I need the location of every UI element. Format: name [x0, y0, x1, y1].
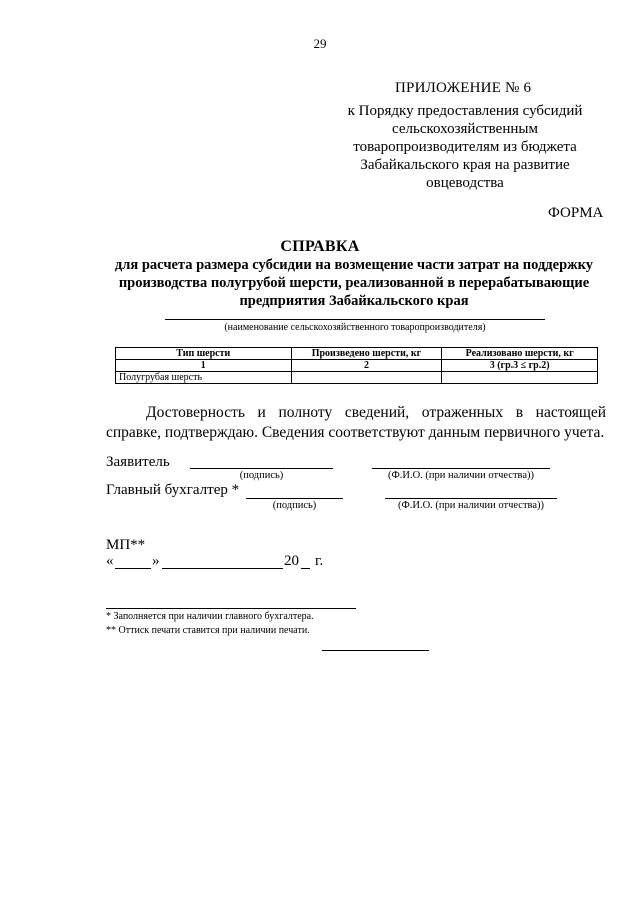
- date-open-quote: «: [106, 553, 114, 569]
- stamp-label: МП**: [106, 537, 146, 553]
- applicant-name-line[interactable]: [372, 468, 550, 469]
- producer-caption: (наименование сельскохозяйственного товаропроизводителя): [224, 322, 486, 333]
- cell-produced[interactable]: [291, 372, 442, 384]
- table-number-row: [116, 360, 598, 372]
- applicant-signature-caption: (подпись): [239, 470, 284, 481]
- page-number: 29: [313, 36, 327, 51]
- column-number-1: 1: [116, 360, 292, 372]
- table-header-row: [116, 348, 598, 360]
- year-suffix: г.: [315, 553, 324, 569]
- year-prefix: 20: [284, 553, 299, 569]
- cell-sold[interactable]: [442, 372, 598, 384]
- accountant-label: Главный бухгалтер *: [106, 482, 240, 498]
- certification-text: Достоверность и полноту сведений, отраженных в настоящей справке, подтверждаю. Сведения соответствуют данным первичного учета.: [106, 404, 606, 441]
- producer-name-line[interactable]: [165, 319, 545, 320]
- table-row: [116, 372, 598, 384]
- date-month-line[interactable]: [162, 568, 283, 569]
- footnote-2: ** Оттиск печати ставится при наличии печати.: [106, 625, 310, 636]
- date-day-line[interactable]: [115, 568, 151, 569]
- footnote-separator: [106, 608, 356, 609]
- header-produced: Произведено шерсти, кг: [291, 348, 442, 360]
- applicant-name-caption: (Ф.И.О. (при наличии отчества)): [387, 470, 535, 481]
- header-sold: Реализовано шерсти, кг: [442, 348, 598, 360]
- date-year-line[interactable]: [301, 568, 310, 569]
- applicant-signature-line[interactable]: [190, 468, 333, 469]
- appendix-text: к Порядку предоставления субсидий сельскохозяйственным товаропроизводителям из бюджета Забайкальского края на развитие овцеводства: [347, 103, 583, 191]
- document-subtitle: для расчета размера субсидии на возмещение части затрат на поддержку производства полугрубой шерсти, реализованной в перерабатывающие предприятия Забайкальского края: [114, 257, 594, 309]
- accountant-signature-line[interactable]: [246, 498, 343, 499]
- date-close-quote: »: [152, 553, 160, 569]
- header-wool-type: Тип шерсти: [116, 348, 292, 360]
- column-number-2: 2: [291, 360, 442, 372]
- footnote-1: * Заполняется при наличии главного бухгалтера.: [106, 611, 314, 622]
- appendix-title: ПРИЛОЖЕНИЕ № 6: [395, 80, 532, 96]
- end-rule: [322, 650, 429, 651]
- column-number-3: 3 (гр.3 ≤ гр.2): [442, 360, 598, 372]
- accountant-name-caption: (Ф.И.О. (при наличии отчества)): [397, 500, 545, 511]
- document-title: СПРАВКА: [280, 238, 360, 255]
- applicant-label: Заявитель: [106, 454, 170, 470]
- accountant-name-line[interactable]: [385, 498, 557, 499]
- wool-table: [115, 347, 598, 384]
- accountant-signature-caption: (подпись): [272, 500, 317, 511]
- cell-wool-type: Полугрубая шерсть: [116, 372, 292, 384]
- form-label: ФОРМА: [548, 205, 604, 221]
